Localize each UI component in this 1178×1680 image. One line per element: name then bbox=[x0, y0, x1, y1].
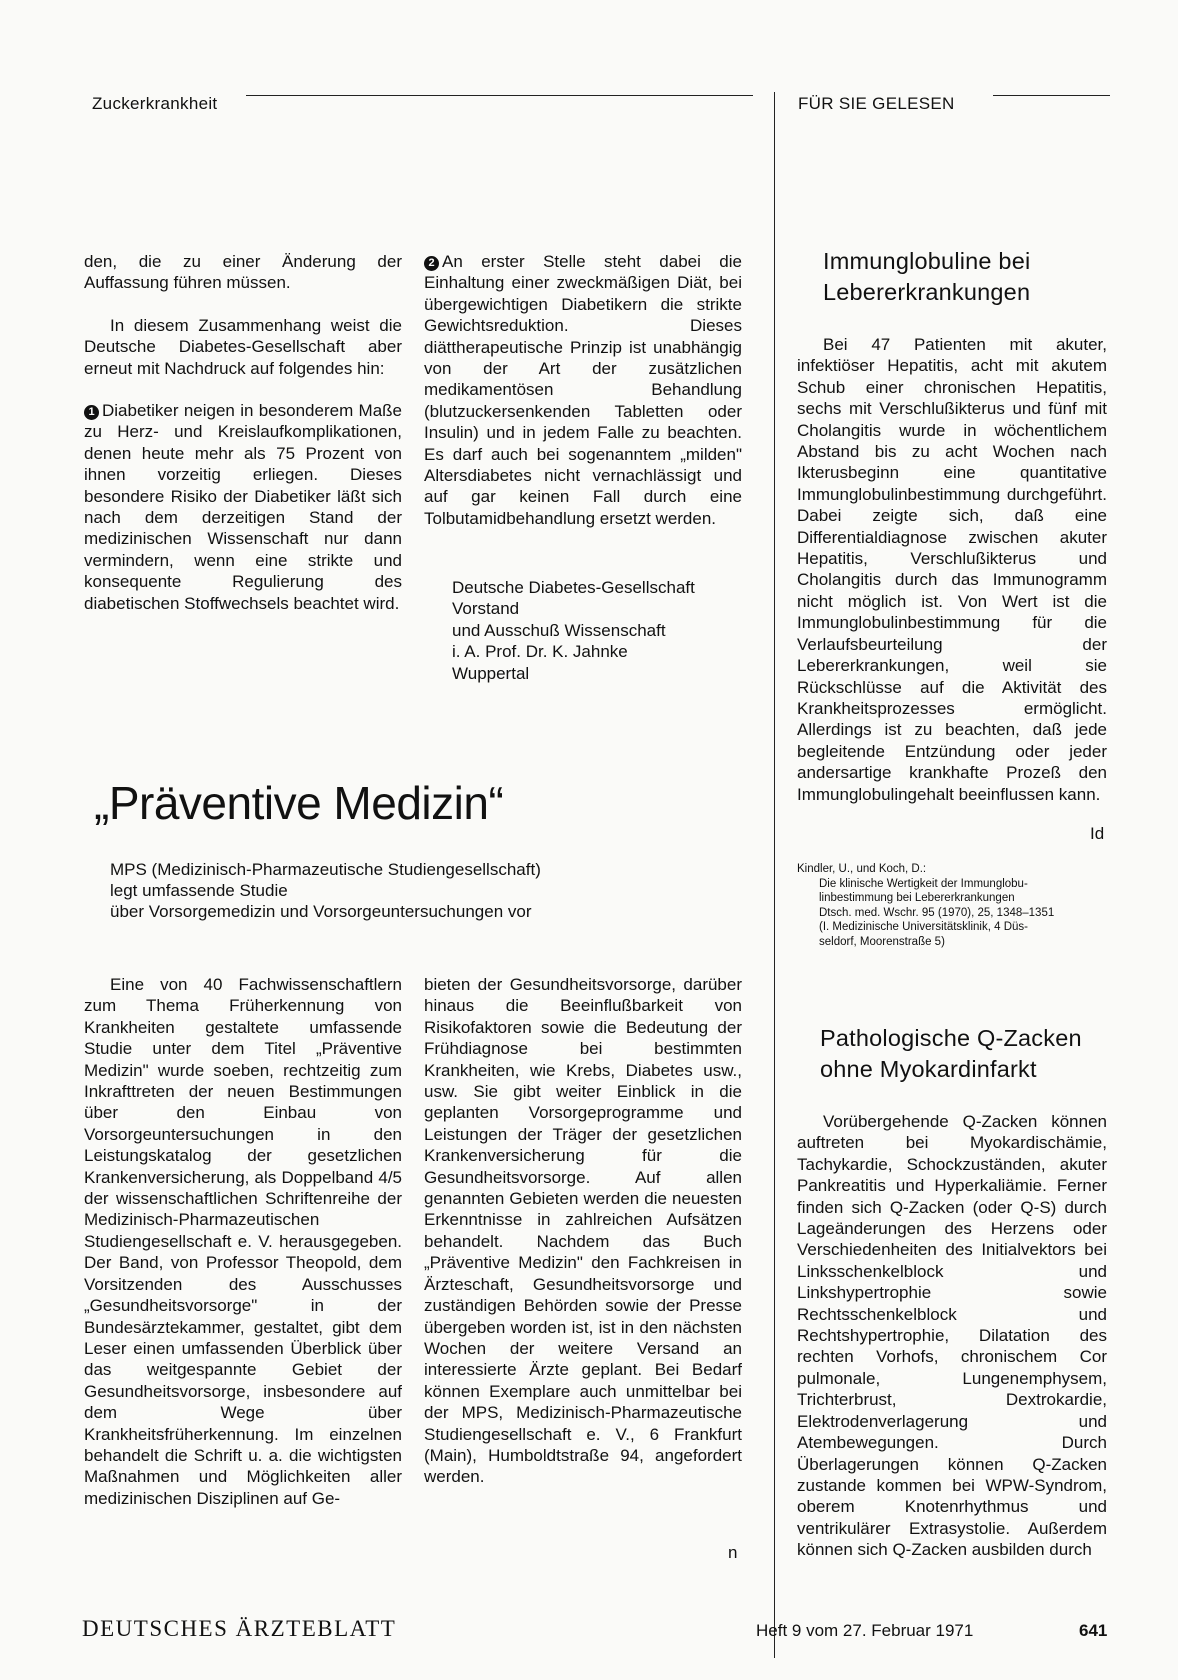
sidebar-title bbox=[823, 246, 1030, 308]
sidebar-title bbox=[820, 1023, 1082, 1085]
top-article-col1 bbox=[84, 251, 402, 614]
reference-line: linbestimmung bei Lebererkrankungen bbox=[819, 892, 1015, 905]
paragraph: bieten der Gesundheitsvorsorge, darüber hinaus die Beeinflußbarkeit von Risikofaktoren sowie die Bedeutung der Frühdiagnose bei bestimmten Krankheiten, wie Krebs, Diabetes usw., usw. Sie gibt weiter Einblick in die geplanten Vorsorgeprogramme und Leistungen der Träger der gesetzlichen Krankenversicherung für die Gesundheitsvorsorge. Auf allen genannten Gebieten werden die neuesten Erkenntnisse in zahlreichen Aufsätzen behandelt. Nachdem das Buch „Präventive Medizin" den Fachkreisen in Ärzteschaft, Gesundheitsvorsorge und zuständigen Behörden sowie der Presse übergeben worden ist, ist in den nächsten Wochen der weitere Versand an interessierte Ärzte geplant. Bei Bedarf können Exemplare auch unmittelbar bei der MPS, Medizinisch-Pharmazeutische Studiengesellschaft e. V., 6 Frankfurt (Main), Humboldtstraße 94, angefordert werden. bbox=[424, 975, 742, 1487]
paragraph: den, die zu einer Änderung der Auffassung führen müssen. bbox=[84, 252, 402, 293]
paragraph: Diabetiker neigen in besonderem Maße zu Herz- und Kreislaufkomplikationen, denen heute mehr als 75 Prozent von ihnen vorzeitig erliegen. Dieses besondere Risiko der Diabetiker läßt sich nach dem derzeitigen Stand der medizinischen Wissenschaft nur dann vermindern, wenn eine strikte und konsequente Regulierung des diabetischen Stoffwechsels beachtet wird. bbox=[84, 401, 402, 613]
main-article-col1 bbox=[84, 974, 402, 1509]
signature-line: Vorstand bbox=[452, 599, 520, 619]
subhead-line: MPS (Medizinisch-Pharmazeutische Studiengesellschaft) bbox=[110, 860, 541, 879]
sidebar-article1-body bbox=[797, 334, 1107, 805]
reference-line: seldorf, Moorenstraße 5) bbox=[819, 935, 945, 948]
paragraph: Eine von 40 Fachwissenschaftlern zum Thema Früherkennung von Krankheiten gestaltete umfassende Studie unter dem Titel „Präventive Medizin" wurde soeben, rechtzeitig zum Inkrafttreten der neuen Bestimmungen über den Einbau von Vorsorgeuntersuchungen in den Leistungskatalog der gesetzlichen Krankenversicherung, als Doppelband 4/5 der wissenschaftlichen Schriftenreihe der Medizinisch-Pharmazeutischen Studiengesellschaft e. V. herausgegeben. Der Band, von Professor Theopold, dem Vorsitzenden des Ausschusses „Gesundheitsvorsorge" in der Bundesärztekammer, gestaltet, gibt dem Leser einen umfassenden Überblick über das weitgespannte Gebiet der Gesundheitsvorsorge, insbesondere auf dem Wege über Krankheitsfrüherkennung. Im einzelnen behandelt die Schrift u. a. die wichtigsten Maßnahmen und Möglichkeiten aller medizinischen Disziplinen auf Ge- bbox=[84, 975, 402, 1508]
title-line: Immunglobuline bei bbox=[823, 248, 1031, 274]
author-sign: Id bbox=[1090, 824, 1105, 843]
paragraph: An erster Stelle steht dabei die Einhaltung einer zweckmäßigen Diät, bei übergewichtigen Diabetikern die strikte Gewichtsreduktion. Dieses diättherapeutische Prinzip ist unabhängig von der Art der zusätzlichen medikamentösen Behandlung (blutzuckersenkenden Tabletten oder Insulin) und in jedem Falle zu beachten. Es darf auch bei sogenanntem „milden" Altersdiabetes nicht vernachlässigt und auf gar keinen Fall durch eine Tolbutamidbehandlung ersetzt werden. bbox=[424, 252, 742, 528]
signature-block bbox=[452, 577, 695, 684]
signature-line: Deutsche Diabetes-Gesellschaft bbox=[452, 578, 695, 597]
title-line: ohne Myokardinfarkt bbox=[820, 1056, 1037, 1082]
subhead-line: über Vorsorgemedizin und Vorsorgeuntersuchungen vor bbox=[110, 902, 532, 921]
reference-line: Kindler, U., und Koch, D.: bbox=[797, 863, 927, 875]
issue-info: Heft 9 vom 27. Februar 1971 bbox=[756, 1621, 974, 1640]
reference bbox=[797, 862, 1054, 950]
reference-line: (I. Medizinische Universitätsklinik, 4 Düs- bbox=[819, 921, 1028, 934]
paragraph: In diesem Zusammenhang weist die Deutsche Diabetes-Gesellschaft aber erneut mit Nachdruck auf folgendes hin: bbox=[84, 315, 402, 378]
author-sign: n bbox=[728, 1543, 738, 1562]
main-article-col2 bbox=[424, 974, 742, 1488]
subhead-line: legt umfassende Studie bbox=[110, 881, 288, 900]
reference-line: Dtsch. med. Wschr. 95 (1970), 25, 1348–1351 bbox=[819, 906, 1055, 919]
title-line: Pathologische Q-Zacken bbox=[820, 1025, 1082, 1051]
title-line: Lebererkrankungen bbox=[823, 279, 1031, 305]
number-badge: 2 bbox=[424, 256, 439, 271]
header-rule bbox=[246, 95, 753, 96]
header-rule-right bbox=[993, 95, 1110, 96]
section-label: Zuckerkrankheit bbox=[92, 94, 218, 113]
journal-name: DEUTSCHES ÄRZTEBLATT bbox=[82, 1616, 397, 1641]
article-title: „Präventive Medizin“ bbox=[94, 777, 504, 829]
paragraph: Bei 47 Patienten mit akuter, infektiöser Hepatitis, acht mit akutem Schub einer chronischen Hepatitis, sechs mit Verschlußikterus und fünf mit Cholangitis wurde in wöchentlichem Abstand bis zu acht Wochen nach Ikterusbeginn eine quantitative Immunglobulinbestimmung durchgeführt. Dabei zeigte sich, daß eine Differentialdiagnose zwischen akuter Hepatitis, Verschlußikterus und Cholangitis durch das Immunogramm nicht möglich ist. Von Wert ist die Immunglobulinbestimmung für die Verlaufsbeurteilung der Lebererkrankungen, weil sie Rückschlüsse auf die Aktivität des Krankheitsprozesses ermöglicht. Allerdings ist zu beachten, daß jede begleitende Entzündung oder jeder andersartige krankhafte Prozeß den Immunglobulingehalt beeinflussen kann. bbox=[797, 335, 1107, 804]
reference-line: Die klinische Wertigkeit der Immunglobu- bbox=[819, 877, 1028, 890]
page-number: 641 bbox=[1079, 1621, 1108, 1640]
top-article-col2 bbox=[424, 251, 742, 529]
column-divider bbox=[774, 92, 775, 1658]
sidebar-article2-body bbox=[797, 1111, 1107, 1561]
sidebar-section-label: FÜR SIE GELESEN bbox=[798, 94, 955, 113]
article-subhead bbox=[110, 859, 541, 922]
signature-line: Wuppertal bbox=[452, 663, 530, 683]
number-badge: 1 bbox=[84, 405, 99, 420]
signature-line: und Ausschuß Wissenschaft bbox=[452, 620, 666, 640]
paragraph: Vorübergehende Q-Zacken können auftreten bei Myokardischämie, Tachykardie, Schockzuständen, akuter Pankreatitis und Hyperkaliämie. Ferner finden sich Q-Zacken (oder Q-S) durch Lageänderungen des Herzens oder Verschiedenheiten des Initialvektors bei Linksschenkelblock und Linkshypertrophie sowie Rechtsschenkelblock und Rechtshypertrophie, Dilatation des rechten Vorhofs, chronischem Cor pulmonale, Lungenemphysem, Trichterbrust, Dextrokardie, Elektrodenverlagerung und Atembewegungen. Durch Überlagerungen können Q-Zacken zustande kommen bei WPW-Syndrom, oberem Knotenrhythmus und ventrikulärer Extrasystolie. Außerdem können sich Q-Zacken ausbilden durch bbox=[797, 1112, 1107, 1560]
signature-line: i. A. Prof. Dr. K. Jahnke bbox=[452, 642, 628, 662]
